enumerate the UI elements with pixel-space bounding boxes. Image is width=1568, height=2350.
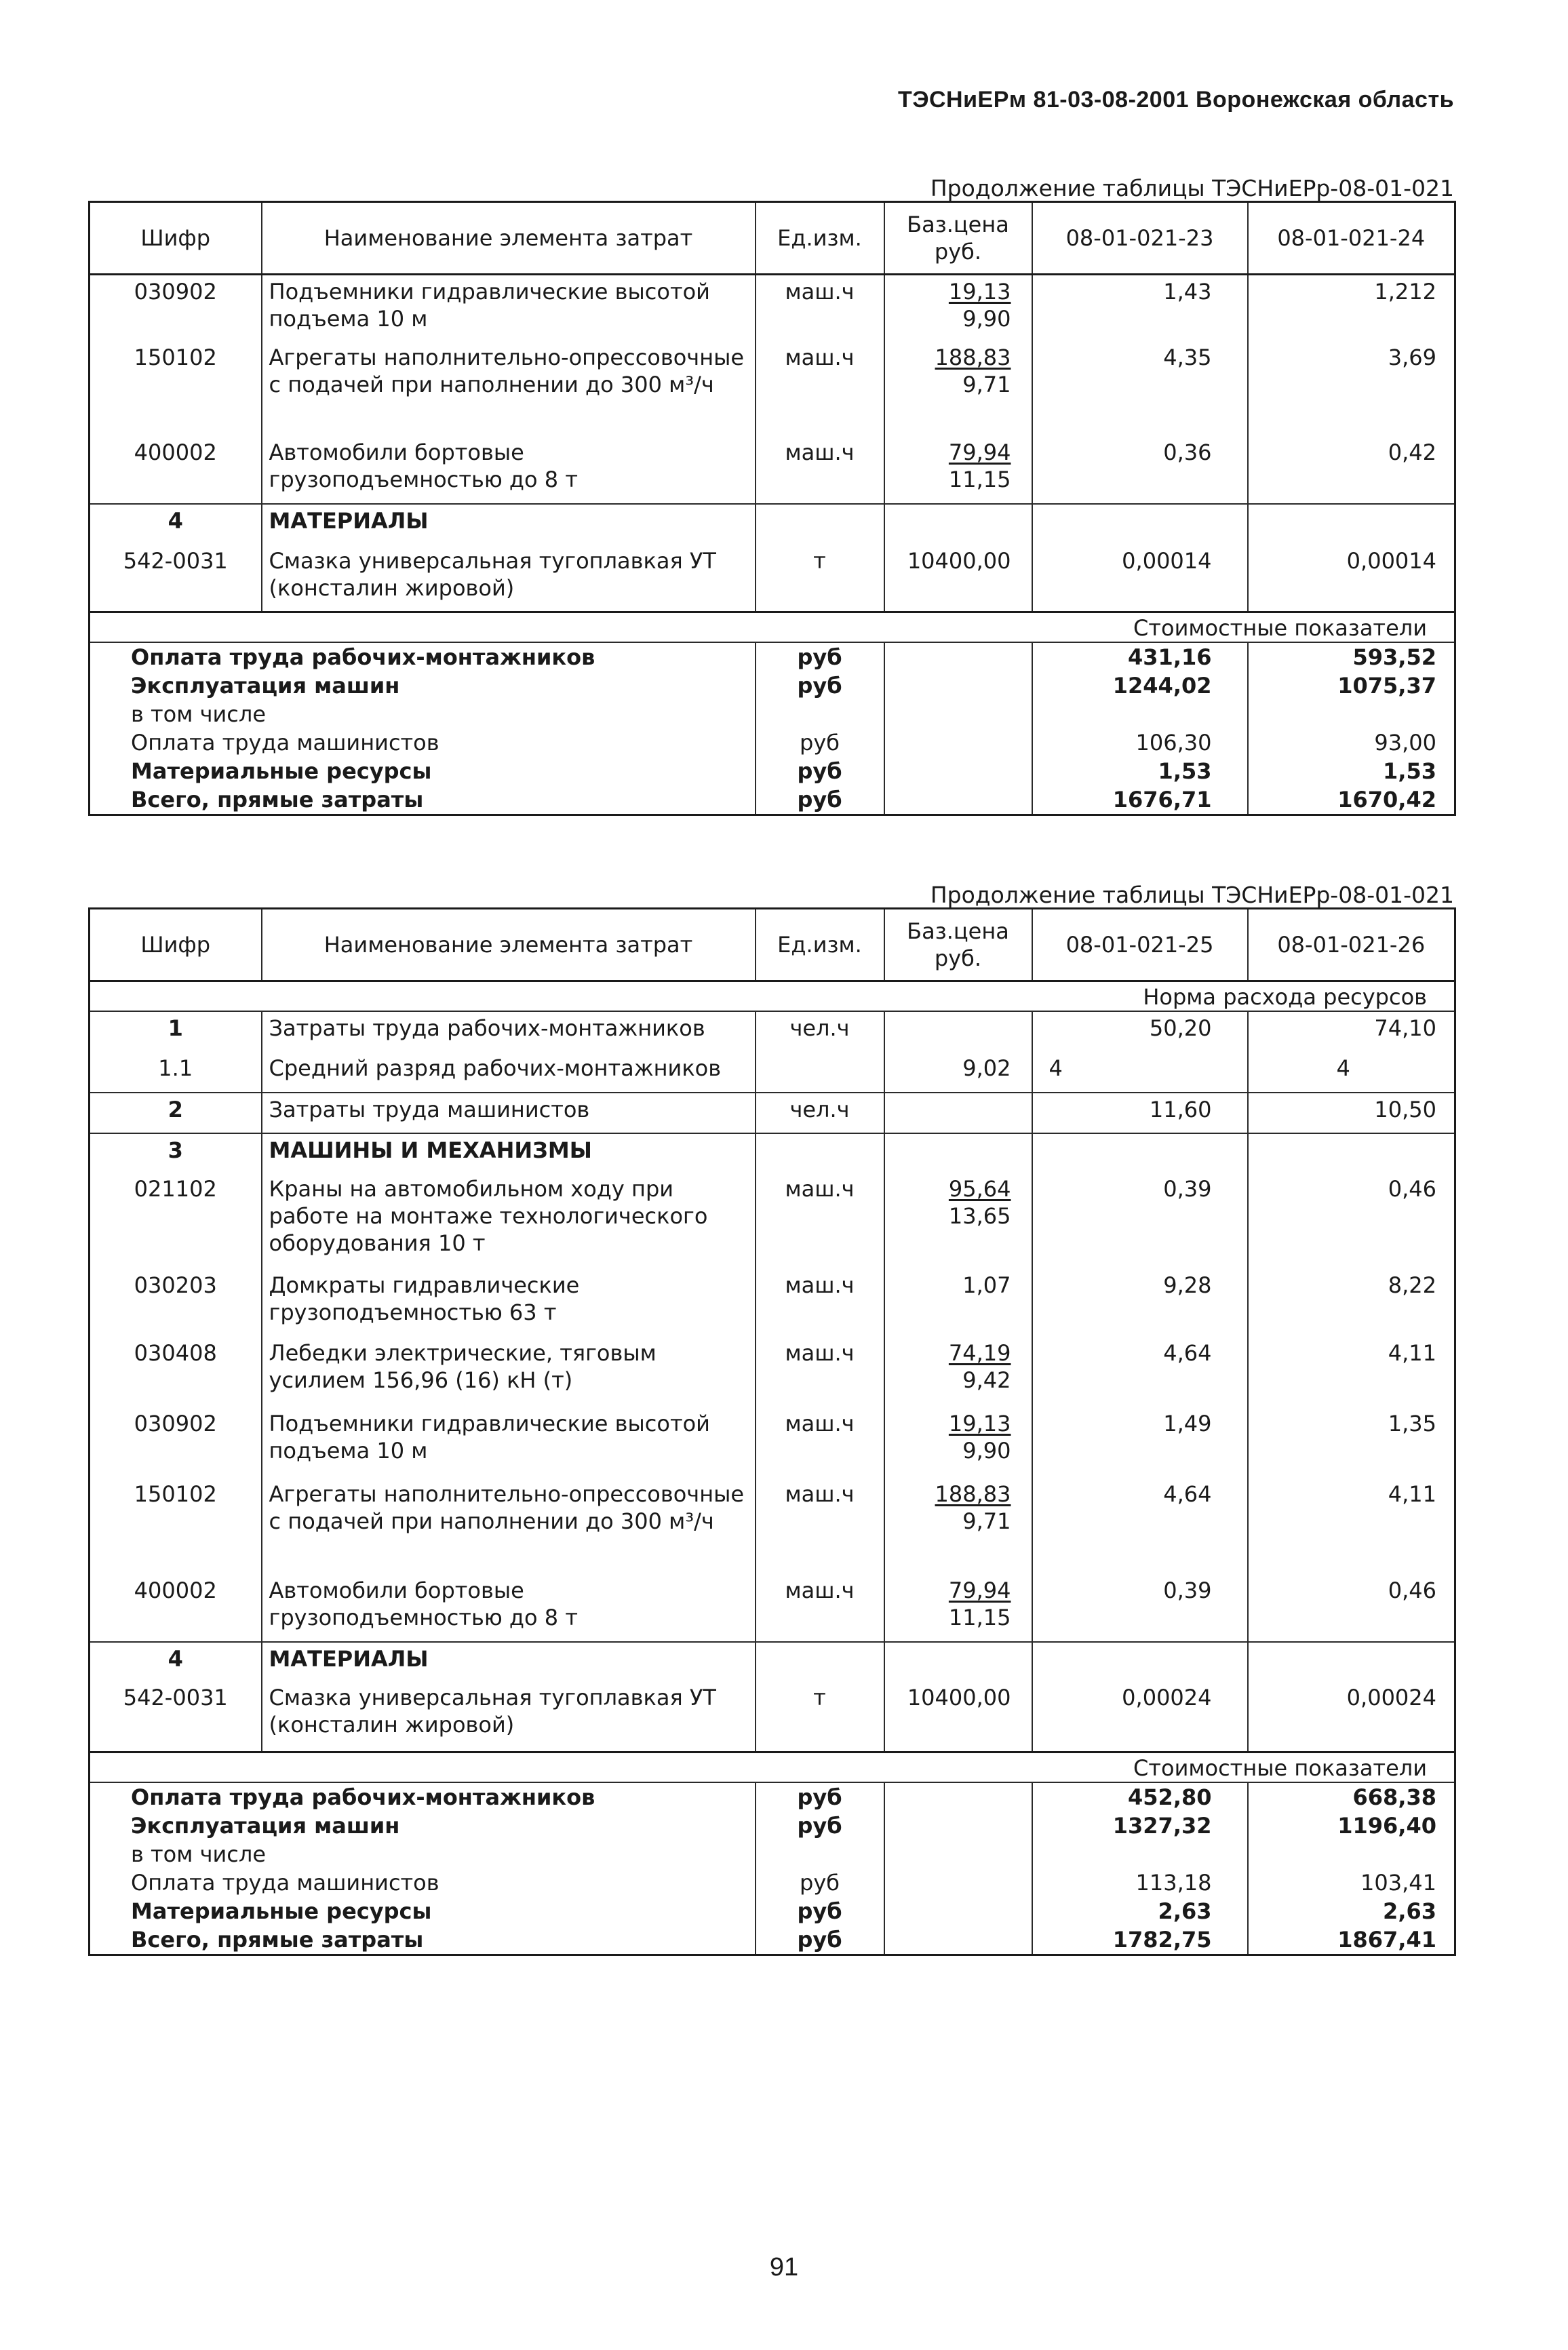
cell-name: Затраты труда рабочих-монтажников bbox=[262, 1011, 756, 1052]
cost-row bbox=[90, 700, 1455, 728]
cost-value-a: 106,30 bbox=[1032, 728, 1248, 757]
table-row bbox=[90, 436, 1455, 504]
cost-value-a: 1676,71 bbox=[1032, 785, 1248, 815]
cell-price bbox=[884, 1269, 1032, 1337]
header-col-a: 08-01-021-25 bbox=[1032, 909, 1248, 981]
price-top: 74,19 bbox=[948, 1340, 1011, 1366]
cell-name: Подъемники гидравлические высотой подъема 10 м bbox=[262, 275, 756, 341]
section-row-materials bbox=[90, 1642, 1455, 1681]
cell-unit: т bbox=[756, 1681, 884, 1752]
section-title: МАТЕРИАЛЫ bbox=[262, 504, 756, 545]
cost-name: Всего, прямые затраты bbox=[131, 787, 424, 812]
table2-header-row bbox=[90, 909, 1455, 981]
table-row bbox=[90, 1093, 1455, 1133]
cost-row bbox=[90, 1868, 1455, 1897]
price-top: 188,83 bbox=[935, 1481, 1011, 1507]
cell-code: 030902 bbox=[134, 1411, 217, 1436]
cell-value-b: 0,42 bbox=[1248, 436, 1455, 504]
cell-value-a: 0,39 bbox=[1032, 1574, 1248, 1642]
cost-name: в том числе bbox=[131, 1841, 266, 1867]
cost-name: Эксплуатация машин bbox=[131, 1812, 400, 1839]
table-row bbox=[90, 1269, 1455, 1337]
cell-value-b: 74,10 bbox=[1248, 1011, 1455, 1052]
cell-code: 2 bbox=[90, 1093, 262, 1133]
cost-unit: руб bbox=[756, 671, 884, 700]
cell-name: Агрегаты наполнительно-опрессовочные с подачей при наполнении до 300 м³/ч bbox=[262, 341, 756, 436]
price-bottom: 13,65 bbox=[948, 1203, 1011, 1229]
table2 bbox=[88, 907, 1456, 1956]
cell-value-a: 11,60 bbox=[1032, 1093, 1248, 1133]
cell-unit: маш.ч bbox=[756, 1407, 884, 1478]
cost-value-b: 1196,40 bbox=[1248, 1812, 1455, 1840]
cell-price: 10400,00 bbox=[884, 545, 1032, 612]
cell-unit: чел.ч bbox=[756, 1011, 884, 1052]
cost-value-b: 1670,42 bbox=[1248, 785, 1455, 815]
cost-indicators-label: Стоимостные показатели bbox=[90, 612, 1455, 643]
price-top: 95,64 bbox=[948, 1176, 1011, 1202]
norm-label: Норма расхода ресурсов bbox=[90, 981, 1455, 1012]
cost-unit: руб bbox=[756, 785, 884, 815]
cost-name: Оплата труда рабочих-монтажников bbox=[131, 1784, 595, 1810]
cost-value-a: 1782,75 bbox=[1032, 1925, 1248, 1955]
table2-caption: Продолжение таблицы ТЭСНиЕРр-08-01-021 bbox=[930, 882, 1454, 908]
cost-name: Оплата труда машинистов bbox=[131, 1869, 439, 1896]
cost-row bbox=[90, 642, 1455, 671]
cost-unit: руб bbox=[756, 1897, 884, 1925]
table-row bbox=[90, 545, 1455, 612]
header-unit: Ед.изм. bbox=[756, 202, 884, 275]
cost-value-b: 1075,37 bbox=[1248, 671, 1455, 700]
cell-value-a: 1,49 bbox=[1032, 1407, 1248, 1478]
table1 bbox=[88, 201, 1456, 816]
header-price: Баз.цена руб. bbox=[884, 909, 1032, 981]
cost-row bbox=[90, 1840, 1455, 1868]
cell-name: Лебедки электрические, тяговым усилием 156,96 (16) кН (т) bbox=[262, 1337, 756, 1407]
price-bottom: 9,71 bbox=[962, 1508, 1011, 1534]
cell-value-b: 8,22 bbox=[1248, 1269, 1455, 1337]
cost-value-b: 593,52 bbox=[1248, 642, 1455, 671]
cost-value-a: 1,53 bbox=[1032, 757, 1248, 785]
cell-code: 150102 bbox=[134, 1481, 217, 1507]
cell-price bbox=[884, 1574, 1032, 1642]
cell-price bbox=[884, 1478, 1032, 1574]
price-bottom: 9,90 bbox=[962, 306, 1011, 332]
cost-indicators-label-row bbox=[90, 1752, 1455, 1782]
cell-value-a: 0,36 bbox=[1032, 436, 1248, 504]
document-header: ТЭСНиЕРм 81-03-08-2001 Воронежская область bbox=[898, 87, 1454, 113]
cell-price bbox=[884, 1407, 1032, 1478]
cost-value-a bbox=[1032, 700, 1248, 728]
cost-row bbox=[90, 757, 1455, 785]
cost-name: Оплата труда рабочих-монтажников bbox=[131, 644, 595, 670]
cost-row bbox=[90, 728, 1455, 757]
cell-value-b: 3,69 bbox=[1248, 341, 1455, 436]
cell-unit: маш.ч bbox=[756, 436, 884, 504]
cell-price bbox=[884, 436, 1032, 504]
cell-name: Агрегаты наполнительно-опрессовочные с подачей при наполнении до 300 м³/ч bbox=[262, 1478, 756, 1574]
cell-value-a: 4 bbox=[1032, 1052, 1248, 1093]
cell-price bbox=[884, 1093, 1032, 1133]
cell-unit: т bbox=[756, 545, 884, 612]
cell-unit: маш.ч bbox=[756, 1269, 884, 1337]
page-number: 91 bbox=[769, 2253, 799, 2282]
cost-value-a: 1244,02 bbox=[1032, 671, 1248, 700]
cost-unit: руб bbox=[756, 1812, 884, 1840]
cell-value-b: 1,212 bbox=[1248, 275, 1455, 341]
cost-unit bbox=[756, 700, 884, 728]
cell-code: 030203 bbox=[134, 1272, 217, 1298]
cost-unit bbox=[756, 1840, 884, 1868]
cell-unit: маш.ч bbox=[756, 1478, 884, 1574]
cell-value-a: 4,35 bbox=[1032, 341, 1248, 436]
cost-value-b: 2,63 bbox=[1248, 1897, 1455, 1925]
cost-row bbox=[90, 1925, 1455, 1955]
table-row bbox=[90, 1173, 1455, 1269]
cell-value-a: 0,39 bbox=[1032, 1173, 1248, 1269]
price-bottom: 9,90 bbox=[962, 1438, 1011, 1464]
cost-name: Оплата труда машинистов bbox=[131, 730, 439, 756]
cost-row bbox=[90, 1782, 1455, 1812]
cell-value-a: 4,64 bbox=[1032, 1478, 1248, 1574]
table1-header-row bbox=[90, 202, 1455, 275]
cell-value-a: 4,64 bbox=[1032, 1337, 1248, 1407]
table-row bbox=[90, 1052, 1455, 1093]
table-row bbox=[90, 1574, 1455, 1642]
cell-code: 542-0031 bbox=[123, 1685, 228, 1710]
cell-code: 150102 bbox=[134, 344, 217, 370]
header-unit: Ед.изм. bbox=[756, 909, 884, 981]
cell-code: 030902 bbox=[134, 279, 217, 305]
cell-price: 9,02 bbox=[884, 1052, 1032, 1093]
cost-unit: руб bbox=[756, 757, 884, 785]
cell-value-a: 9,28 bbox=[1032, 1269, 1248, 1337]
cost-unit: руб bbox=[756, 728, 884, 757]
cost-value-b bbox=[1248, 1840, 1455, 1868]
norm-label-row bbox=[90, 981, 1455, 1012]
cost-row bbox=[90, 1897, 1455, 1925]
cell-value-b: 4,11 bbox=[1248, 1478, 1455, 1574]
cost-value-a: 452,80 bbox=[1032, 1782, 1248, 1812]
cost-value-a: 2,63 bbox=[1032, 1897, 1248, 1925]
price-top: 79,94 bbox=[948, 439, 1011, 465]
cell-price bbox=[884, 1337, 1032, 1407]
cell-value-b: 0,46 bbox=[1248, 1574, 1455, 1642]
price-top: 188,83 bbox=[935, 344, 1011, 370]
table-row bbox=[90, 341, 1455, 436]
cost-value-b: 103,41 bbox=[1248, 1868, 1455, 1897]
cost-name: Всего, прямые затраты bbox=[131, 1926, 424, 1953]
cell-name: Смазка универсальная тугоплавкая УТ (консталин жировой) bbox=[262, 545, 756, 612]
table-row bbox=[90, 1337, 1455, 1407]
cost-value-b: 668,38 bbox=[1248, 1782, 1455, 1812]
price-bottom: 11,15 bbox=[948, 1605, 1011, 1630]
cost-unit: руб bbox=[756, 1925, 884, 1955]
cost-unit: руб bbox=[756, 1868, 884, 1897]
table-row bbox=[90, 1681, 1455, 1752]
section-row-machines bbox=[90, 1133, 1455, 1173]
header-col-b: 08-01-021-26 bbox=[1248, 909, 1455, 981]
cell-value-a: 0,00014 bbox=[1032, 545, 1248, 612]
cell-value-b: 4,11 bbox=[1248, 1337, 1455, 1407]
cell-price bbox=[884, 275, 1032, 341]
table-row bbox=[90, 1478, 1455, 1574]
cell-name: Домкраты гидравлические грузоподъемностью 63 т bbox=[262, 1269, 756, 1337]
cell-code: 030408 bbox=[134, 1340, 217, 1366]
table-row bbox=[90, 275, 1455, 341]
header-code: Шифр bbox=[90, 909, 262, 981]
cost-name: Материальные ресурсы bbox=[131, 1898, 432, 1924]
cost-indicators-label: Стоимостные показатели bbox=[90, 1752, 1455, 1782]
cell-value-b: 0,00024 bbox=[1248, 1681, 1455, 1752]
cost-name: Эксплуатация машин bbox=[131, 673, 400, 699]
section-code: 4 bbox=[90, 504, 262, 545]
price-top: 1,07 bbox=[962, 1272, 1011, 1298]
cell-price bbox=[884, 341, 1032, 436]
cell-code: 400002 bbox=[134, 1578, 217, 1603]
price-bottom: 11,15 bbox=[948, 466, 1011, 492]
cell-value-b: 10,50 bbox=[1248, 1093, 1455, 1133]
cost-value-a: 431,16 bbox=[1032, 642, 1248, 671]
cell-unit: чел.ч bbox=[756, 1093, 884, 1133]
cell-code: 400002 bbox=[134, 439, 217, 465]
price-top: 19,13 bbox=[948, 1411, 1011, 1436]
cost-unit: руб bbox=[756, 642, 884, 671]
cell-value-a: 0,00024 bbox=[1032, 1681, 1248, 1752]
header-col-b: 08-01-021-24 bbox=[1248, 202, 1455, 275]
cell-name: Автомобили бортовые грузоподъемностью до 8 т bbox=[262, 436, 756, 504]
cell-value-b: 0,00014 bbox=[1248, 545, 1455, 612]
cell-price: 10400,00 bbox=[884, 1681, 1032, 1752]
table1-caption: Продолжение таблицы ТЭСНиЕРр-08-01-021 bbox=[930, 175, 1454, 201]
section-code: 4 bbox=[90, 1642, 262, 1681]
price-bottom: 9,42 bbox=[962, 1367, 1011, 1393]
cell-price bbox=[884, 1011, 1032, 1052]
cell-unit: маш.ч bbox=[756, 275, 884, 341]
section-code: 3 bbox=[90, 1133, 262, 1173]
cell-code: 021102 bbox=[134, 1176, 217, 1202]
cost-unit: руб bbox=[756, 1782, 884, 1812]
cell-unit: маш.ч bbox=[756, 1574, 884, 1642]
header-code: Шифр bbox=[90, 202, 262, 275]
cost-row bbox=[90, 671, 1455, 700]
cost-value-a bbox=[1032, 1840, 1248, 1868]
cell-unit: маш.ч bbox=[756, 1337, 884, 1407]
cell-value-a: 1,43 bbox=[1032, 275, 1248, 341]
section-title: МАШИНЫ И МЕХАНИЗМЫ bbox=[262, 1133, 756, 1173]
header-name: Наименование элемента затрат bbox=[262, 202, 756, 275]
cost-row bbox=[90, 1812, 1455, 1840]
cell-name: Краны на автомобильном ходу при работе на монтаже технологического оборудования 10 т bbox=[262, 1173, 756, 1269]
price-top: 19,13 bbox=[948, 279, 1011, 305]
cost-name: Материальные ресурсы bbox=[131, 758, 432, 784]
section-row-materials bbox=[90, 504, 1455, 545]
cost-value-a: 113,18 bbox=[1032, 1868, 1248, 1897]
cell-unit: маш.ч bbox=[756, 341, 884, 436]
header-price: Баз.цена руб. bbox=[884, 202, 1032, 275]
cell-name: Смазка универсальная тугоплавкая УТ (консталин жировой) bbox=[262, 1681, 756, 1752]
cost-value-b: 93,00 bbox=[1248, 728, 1455, 757]
cell-price bbox=[884, 1173, 1032, 1269]
cost-value-a: 1327,32 bbox=[1032, 1812, 1248, 1840]
price-bottom: 9,71 bbox=[962, 371, 1011, 397]
cost-row bbox=[90, 785, 1455, 815]
section-title: МАТЕРИАЛЫ bbox=[262, 1642, 756, 1681]
cost-value-b: 1,53 bbox=[1248, 757, 1455, 785]
cell-name: Подъемники гидравлические высотой подъема 10 м bbox=[262, 1407, 756, 1478]
cell-unit bbox=[756, 1052, 884, 1093]
cost-indicators-label-row bbox=[90, 612, 1455, 643]
cell-value-b: 0,46 bbox=[1248, 1173, 1455, 1269]
cell-code: 542-0031 bbox=[123, 547, 228, 574]
cell-value-b: 4 bbox=[1248, 1052, 1455, 1093]
cell-name: Автомобили бортовые грузоподъемностью до 8 т bbox=[262, 1574, 756, 1642]
price-top: 79,94 bbox=[948, 1578, 1011, 1603]
header-name: Наименование элемента затрат bbox=[262, 909, 756, 981]
table-row bbox=[90, 1011, 1455, 1052]
cost-value-b bbox=[1248, 700, 1455, 728]
cell-name: Средний разряд рабочих-монтажников bbox=[262, 1052, 756, 1093]
cell-code: 1 bbox=[168, 1015, 183, 1041]
cell-name: Затраты труда машинистов bbox=[262, 1093, 756, 1133]
cell-value-b: 1,35 bbox=[1248, 1407, 1455, 1478]
cell-code: 1.1 bbox=[158, 1055, 193, 1081]
cost-value-b: 1867,41 bbox=[1248, 1925, 1455, 1955]
header-col-a: 08-01-021-23 bbox=[1032, 202, 1248, 275]
cell-unit: маш.ч bbox=[756, 1173, 884, 1269]
cost-name: в том числе bbox=[131, 701, 266, 727]
cell-value-a: 50,20 bbox=[1032, 1011, 1248, 1052]
table-row bbox=[90, 1407, 1455, 1478]
